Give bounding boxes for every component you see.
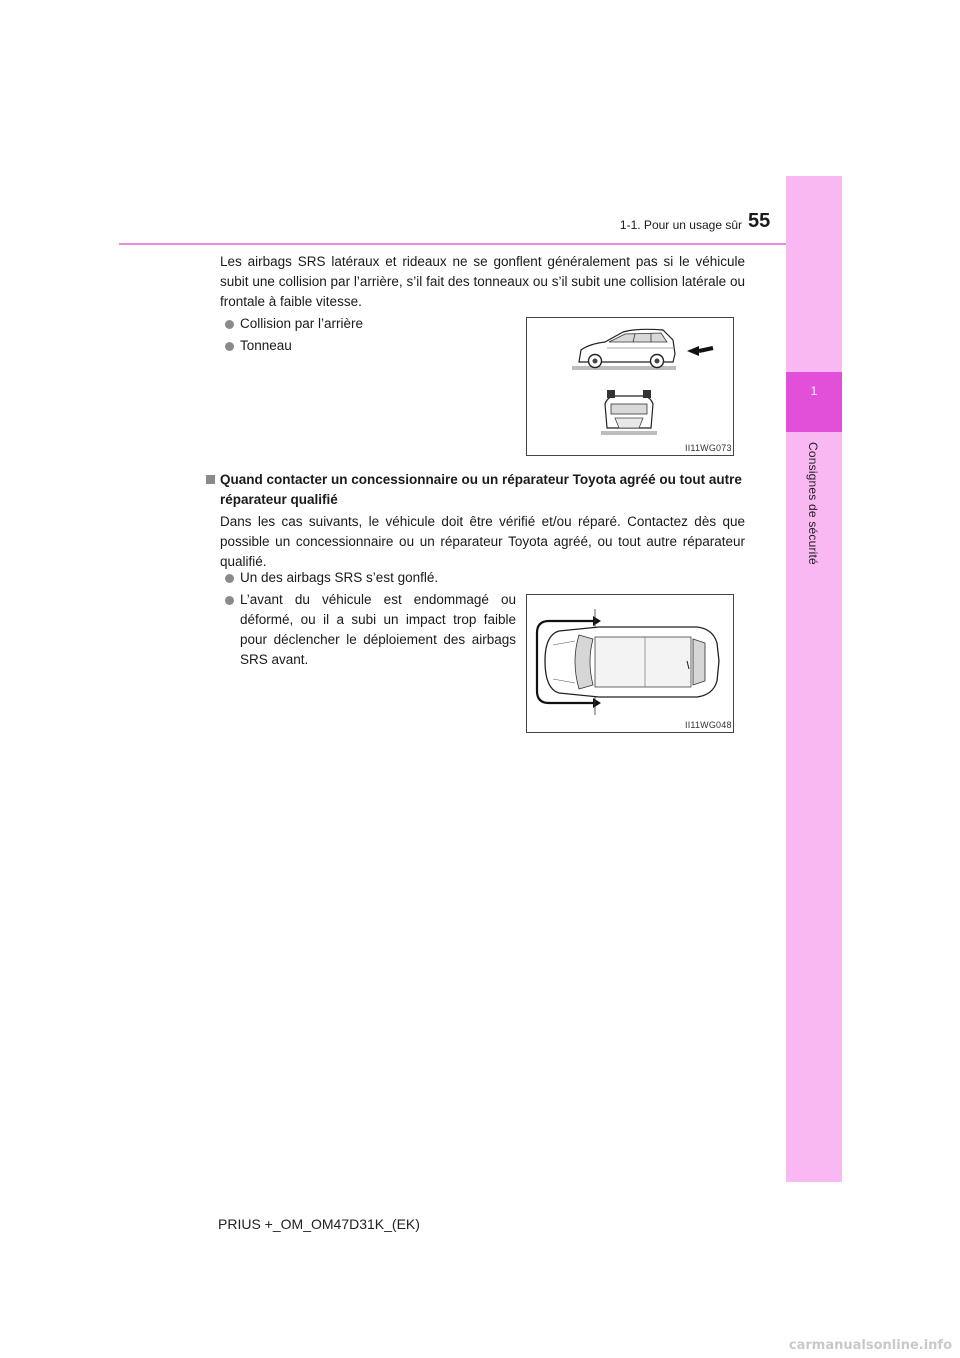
document-code: PRIUS +_OM_OM47D31K_(EK) (218, 1216, 420, 1232)
figure-front-damage-top-view (526, 594, 734, 733)
bullet-text: Un des airbags SRS s’est gonflé. (240, 570, 439, 585)
car-collision-illustration (527, 318, 733, 455)
bullet-icon (225, 574, 234, 583)
square-bullet-icon (206, 475, 215, 484)
watermark (788, 1336, 958, 1356)
header-rule (119, 243, 786, 245)
list-item (222, 590, 516, 670)
bullet-icon (225, 342, 234, 351)
chapter-number: 1 (810, 384, 818, 398)
bullet-icon (225, 596, 234, 605)
car-top-view-illustration (527, 595, 733, 732)
section-paragraph: Dans les cas suivants, le véhicule doit être vérifié et/ou réparé. Contactez dès que possible un concessionnaire ou un réparateur Toyota agréé, ou tout autre réparateur qualifié. (220, 514, 745, 569)
figure-code: II11WG073 (685, 443, 732, 453)
section-title: 1-1. Pour un usage sûr (619, 218, 742, 232)
watermark-text: carmanualsonline.info (788, 1338, 952, 1353)
bullet-text: Collision par l’arrière (240, 316, 364, 331)
bullet-text: L’avant du véhicule est endommagé ou déformé, ou il a subi un impact trop faible pour déclencher le déploiement des airbags SRS avant. (240, 592, 516, 667)
list-item (222, 336, 500, 356)
chapter-label: Consignes de sécurité (806, 442, 820, 565)
chapter-sidebar (786, 176, 842, 1182)
list-item (222, 314, 500, 334)
bullet-text: Tonneau (240, 338, 292, 353)
page-number: 55 (748, 210, 771, 232)
intro-paragraph: Les airbags SRS latéraux et rideaux ne se gonflent généralement pas si le véhicule subit une collision par l’arrière, s’il fait des tonneaux ou s’il subit une collision latérale ou frontale à faible vitesse. (220, 254, 745, 309)
section-heading (205, 470, 760, 510)
figure-code: II11WG048 (685, 720, 732, 730)
list-item (222, 568, 540, 588)
section-heading-text: Quand contacter un concessionnaire ou un réparateur Toyota agréé ou tout autre réparateur qualifié (220, 472, 742, 507)
bullet-icon (225, 320, 234, 329)
chapter-tab[interactable] (786, 372, 842, 432)
figure-rear-collision-rollover (526, 317, 734, 456)
